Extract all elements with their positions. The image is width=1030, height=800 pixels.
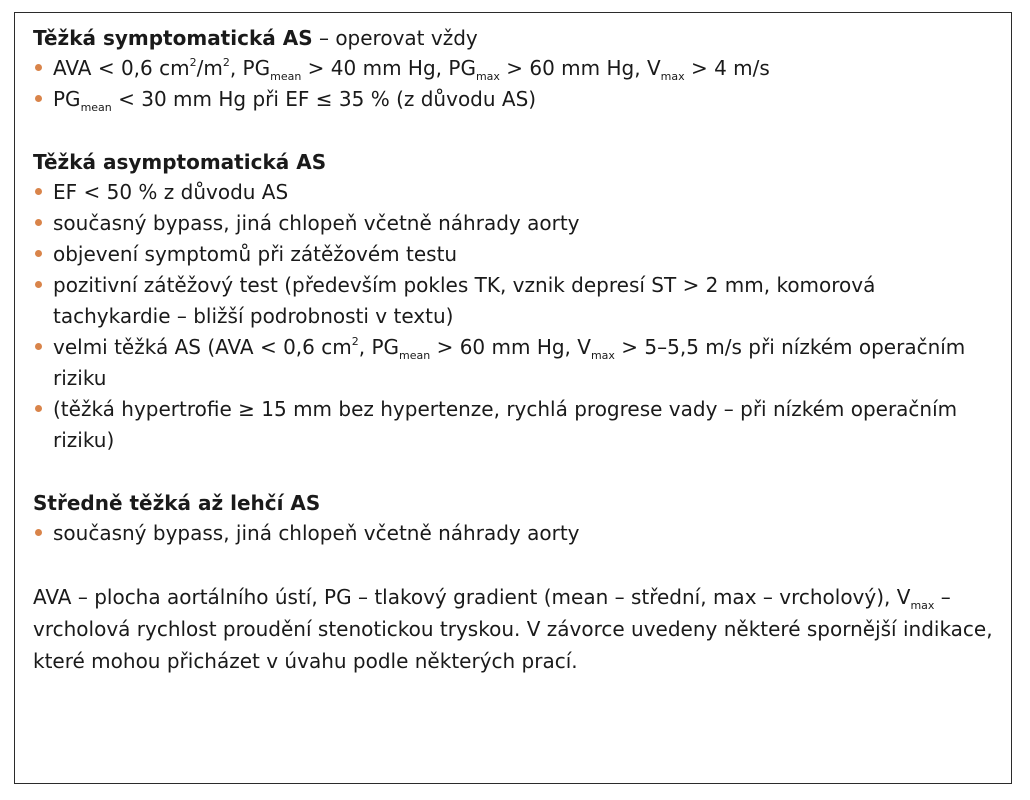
bullet-icon (35, 219, 42, 226)
text-segment: /m (196, 56, 223, 80)
bullet-icon (35, 529, 42, 536)
subscript: mean (80, 101, 112, 114)
subscript: max (910, 599, 935, 612)
footnote (33, 581, 998, 677)
list-item (33, 332, 998, 394)
subscript: mean (399, 349, 431, 362)
text-segment: > 60 mm Hg, V (430, 335, 591, 359)
text-segment: , PG (358, 335, 400, 359)
section-heading (33, 488, 998, 518)
text-segment: > 60 mm Hg, V (499, 56, 661, 80)
list-item (33, 270, 998, 332)
text-segment: AVA < 0,6 cm (53, 56, 190, 80)
text-segment: > 40 mm Hg, PG (301, 56, 476, 80)
text-segment: současný bypass, jiná chlopeň včetně náhrady aorty (53, 521, 580, 545)
section-heading (33, 23, 998, 53)
text-segment: PG (53, 87, 81, 111)
bullet-list (33, 53, 998, 115)
text-segment: velmi těžká AS (AVA < 0,6 cm (53, 335, 352, 359)
bullet-icon (35, 250, 42, 257)
section-title: Středně těžká až lehčí AS (33, 491, 321, 515)
text-segment: > 5–5,5 m/s při nízkém operačním riziku (53, 335, 966, 390)
subscript: max (660, 70, 685, 83)
text-segment: pozitivní zátěžový test (především pokles TK, vznik depresí ST > 2 mm, komorová tachykardie – bližší podrobnosti v textu) (53, 273, 876, 328)
text-segment: , PG (229, 56, 271, 80)
content (33, 23, 998, 677)
list-item (33, 208, 998, 239)
text-segment: AVA – plocha aortálního ústí, PG – tlakový gradient (mean – střední, max – vrcholový), V (33, 585, 911, 609)
subscript: mean (270, 70, 302, 83)
text-segment: objevení symptomů při zátěžovém testu (53, 242, 458, 266)
bullet-list (33, 177, 998, 456)
section-moderate-mild (33, 488, 998, 549)
bullet-icon (35, 95, 42, 102)
list-item (33, 518, 998, 549)
text-segment: > 4 m/s (684, 56, 770, 80)
list-item (33, 84, 998, 115)
bullet-list (33, 518, 998, 549)
section-severe-asymptomatic (33, 147, 998, 456)
superscript: 2 (222, 56, 230, 69)
text-segment: současný bypass, jiná chlopeň včetně náhrady aorty (53, 211, 580, 235)
text-segment: EF < 50 % z důvodu AS (53, 180, 289, 204)
bullet-icon (35, 64, 42, 71)
section-severe-symptomatic (33, 23, 998, 115)
bullet-icon (35, 405, 42, 412)
bullet-icon (35, 188, 42, 195)
section-subtitle: – operovat vždy (312, 26, 478, 50)
subscript: max (475, 70, 500, 83)
list-item (33, 177, 998, 208)
text-segment: – vrcholová rychlost proudění stenotickou tryskou. V závorce uvedeny některé spornější indikace, které mohou přicházet v úvahu podle některých prací. (33, 585, 993, 673)
list-item (33, 239, 998, 270)
text-segment: (těžká hypertrofie ≥ 15 mm bez hypertenze, rychlá progrese vady – při nízkém operačním riziku) (53, 397, 958, 452)
bullet-icon (35, 343, 42, 350)
section-heading (33, 147, 998, 177)
superscript: 2 (189, 56, 197, 69)
section-title: Těžká symptomatická AS (33, 26, 313, 50)
bullet-icon (35, 281, 42, 288)
list-item (33, 53, 998, 84)
indications-table-box (14, 12, 1012, 784)
text-segment: < 30 mm Hg při EF ≤ 35 % (z důvodu AS) (111, 87, 537, 111)
subscript: max (590, 349, 615, 362)
section-title: Těžká asymptomatická AS (33, 150, 327, 174)
superscript: 2 (351, 335, 359, 348)
list-item (33, 394, 998, 456)
